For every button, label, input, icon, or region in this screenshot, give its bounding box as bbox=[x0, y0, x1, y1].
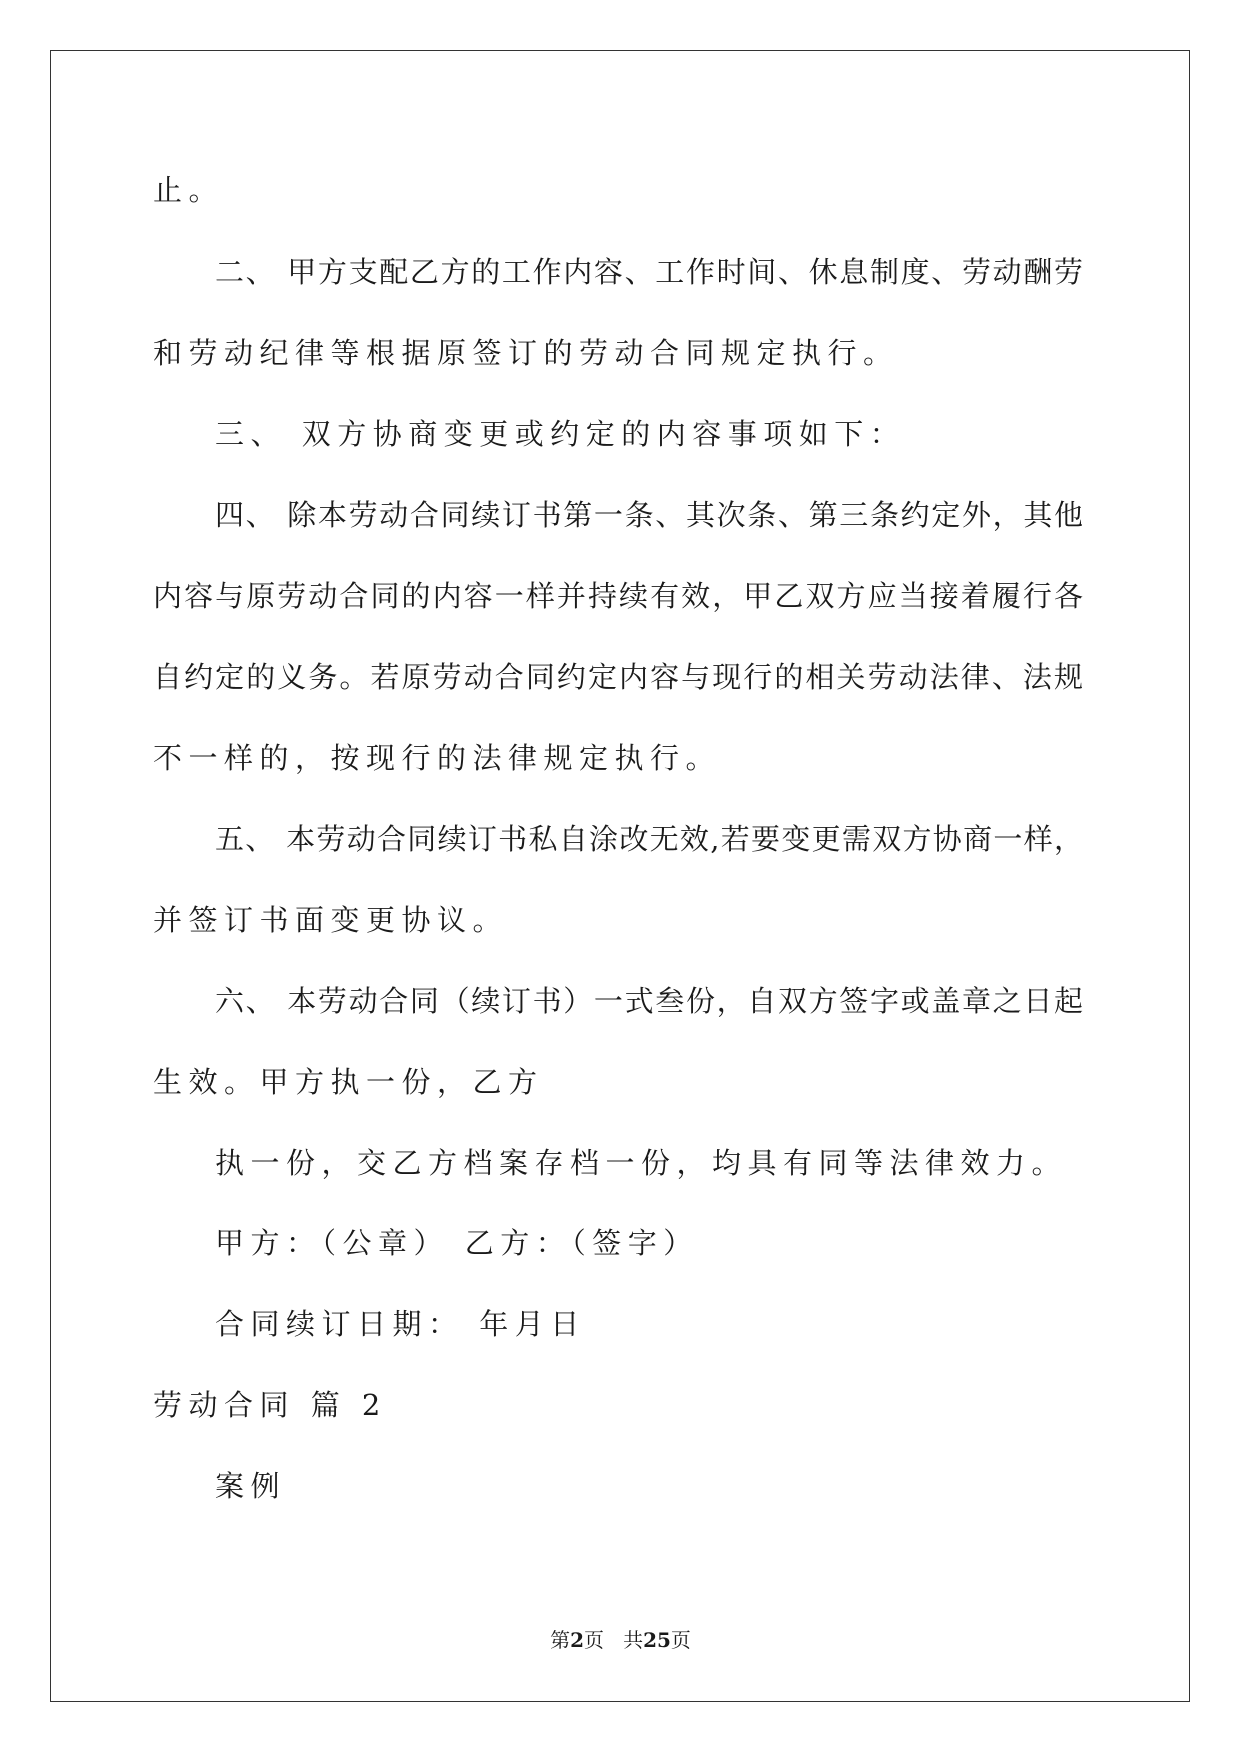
renewal-date-line: 合同续订日期： 年月日 bbox=[215, 1307, 586, 1341]
footer-total-pages: 25 bbox=[643, 1628, 671, 1652]
signature-line: 甲方：（公章） 乙方：（签字） bbox=[215, 1226, 699, 1260]
clause-2-line-2: 和劳动纪律等根据原签订的劳动合同规定执行。 bbox=[153, 336, 899, 370]
page-footer bbox=[0, 1628, 1241, 1652]
clause-6-line-1: 六、 本劳动合同（续订书）一式叁份，自双方签字或盖章之日起 bbox=[215, 984, 1083, 1018]
clause-4-line-3: 自约定的义务。若原劳动合同约定内容与现行的相关劳动法律、法规 bbox=[153, 660, 1083, 694]
clause-5-line-2: 并签订书面变更协议。 bbox=[153, 903, 509, 937]
clause-4-line-4: 不一样的，按现行的法律规定执行。 bbox=[153, 741, 722, 775]
clause-4-line-1: 四、 除本劳动合同续订书第一条、其次条、第三条约定外，其他 bbox=[215, 498, 1083, 532]
section-heading: 劳动合同 篇 2 bbox=[153, 1388, 387, 1422]
clause-6-line-3: 执一份，交乙方档案存档一份，均具有同等法律效力。 bbox=[215, 1146, 1068, 1180]
case-label: 案例 bbox=[215, 1469, 287, 1503]
page-border bbox=[50, 50, 1190, 1702]
clause-2-line-1: 二、 甲方支配乙方的工作内容、工作时间、休息制度、劳动酬劳 bbox=[215, 255, 1083, 289]
clause-6-line-2: 生效。甲方执一份，乙方 bbox=[153, 1065, 544, 1099]
clause-3: 三、 双方协商变更或约定的内容事项如下： bbox=[215, 417, 906, 451]
footer-page-prefix: 第 bbox=[550, 1628, 571, 1652]
text-line: 止。 bbox=[153, 173, 225, 207]
footer-page-mid: 页 共 bbox=[584, 1628, 644, 1652]
clause-4-line-2: 内容与原劳动合同的内容一样并持续有效，甲乙双方应当接着履行各 bbox=[153, 579, 1083, 613]
footer-page-number: 2 bbox=[570, 1628, 584, 1652]
footer-page-suffix: 页 bbox=[670, 1628, 691, 1652]
clause-5-line-1: 五、 本劳动合同续订书私自涂改无效,若要变更需双方协商一样， bbox=[215, 822, 1083, 856]
